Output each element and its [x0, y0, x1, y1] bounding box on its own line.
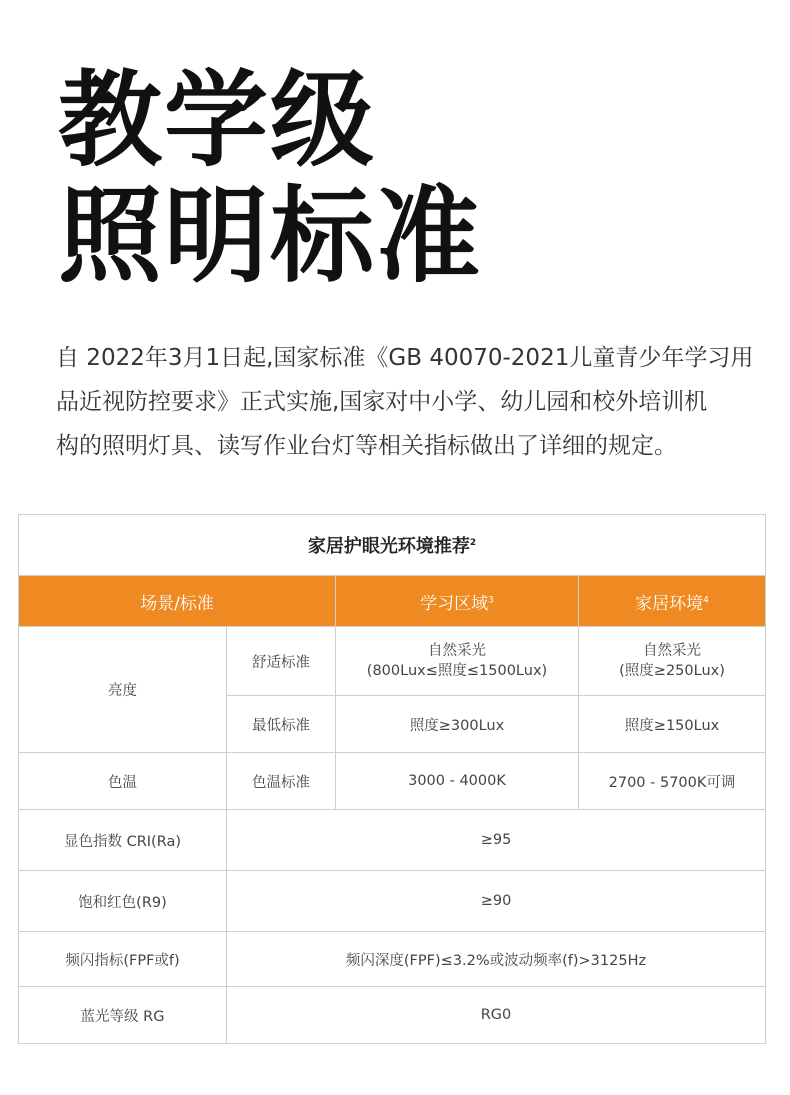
table-row — [19, 627, 766, 696]
brightness-comfort-study-line1: 自然采光 — [428, 643, 486, 659]
intro-line-3: 构的照明灯具、读写作业台灯等相关指标做出了详细的规定。 — [56, 433, 677, 459]
intro-paragraph — [56, 336, 756, 468]
table-row — [19, 810, 766, 871]
hero-title-line-2: 照明标准 — [58, 175, 483, 297]
table-title-footnote: 2 — [469, 538, 477, 548]
brightness-label: 亮度 — [19, 627, 227, 753]
cri-label: 显色指数 CRI(Ra) — [19, 810, 227, 871]
table-row — [19, 753, 766, 810]
blue-light-value: RG0 — [227, 987, 766, 1044]
color-temp-study: 3000 - 4000K — [336, 753, 579, 810]
header-study-label: 学习区域 — [420, 593, 489, 614]
header-scene-label: 场景/标准 — [140, 593, 214, 614]
brightness-comfort-home-line2: (照度≥250Lux) — [619, 663, 725, 679]
brightness-minimum-study: 照度≥300Lux — [336, 696, 579, 753]
brightness-comfort-home-line1: 自然采光 — [643, 643, 701, 659]
table-row — [19, 932, 766, 987]
brightness-comfort-study-line2: (800Lux≤照度≤1500Lux) — [366, 663, 548, 679]
flicker-label: 频闪指标(FPF或f) — [19, 932, 227, 987]
header-home — [579, 576, 766, 627]
blue-light-label: 蓝光等级 RG — [19, 987, 227, 1044]
intro-line-2: 品近视防控要求》正式实施,国家对中小学、幼儿园和校外培训机 — [56, 389, 708, 415]
table-title-row — [19, 515, 766, 576]
brightness-comfort-label: 舒适标准 — [227, 627, 336, 696]
lighting-standard-table — [18, 514, 766, 1044]
cri-value: ≥95 — [227, 810, 766, 871]
hero-title-line-1: 教学级 — [58, 59, 377, 181]
brightness-comfort-home — [579, 627, 766, 696]
brightness-minimum-label: 最低标准 — [227, 696, 336, 753]
r9-value: ≥90 — [227, 871, 766, 932]
table-header-row — [19, 576, 766, 627]
hero-title — [58, 59, 758, 297]
header-home-label: 家居环境 — [635, 593, 704, 614]
header-home-footnote: 4 — [703, 594, 709, 605]
flicker-value: 频闪深度(FPF)≤3.2%或波动频率(f)>3125Hz — [227, 932, 766, 987]
table-title — [19, 515, 766, 576]
table-title-text: 家居护眼光环境推荐 — [307, 536, 470, 557]
r9-label: 饱和红色(R9) — [19, 871, 227, 932]
table-row — [19, 987, 766, 1044]
header-study-footnote: 3 — [488, 594, 494, 605]
color-temp-standard: 色温标准 — [227, 753, 336, 810]
brightness-comfort-study — [336, 627, 579, 696]
color-temp-home: 2700 - 5700K可调 — [579, 753, 766, 810]
intro-line-1: 自 2022年3月1日起,国家标准《GB 40070-2021儿童青少年学习用 — [56, 345, 754, 371]
header-scene — [19, 576, 336, 627]
brightness-minimum-home: 照度≥150Lux — [579, 696, 766, 753]
color-temp-label: 色温 — [19, 753, 227, 810]
header-study — [336, 576, 579, 627]
table-row — [19, 871, 766, 932]
